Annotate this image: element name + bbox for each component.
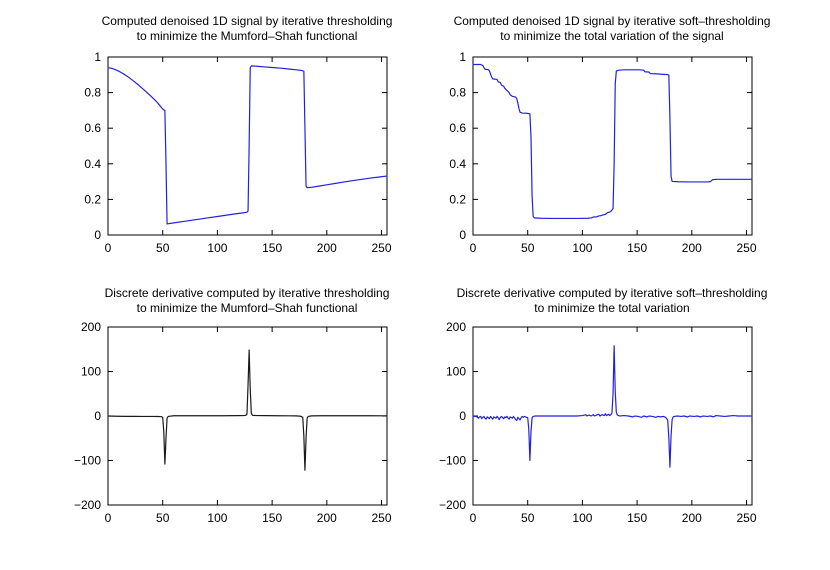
y-tick-label: 0.6 — [449, 121, 466, 136]
y-tick-label: −200 — [438, 498, 466, 512]
x-tick-label: 50 — [156, 511, 170, 525]
subplot-title-line2: to minimize the Mumford–Shah functional — [136, 301, 358, 315]
x-tick-label: 50 — [521, 511, 535, 525]
signal-line — [108, 66, 387, 224]
x-tick-label: 100 — [572, 241, 593, 255]
subplot-denoised-mumford-shah — [84, 14, 392, 255]
subplot-title-line2: to minimize the Mumford–Shah functional — [136, 29, 358, 43]
x-tick-label: 150 — [627, 511, 648, 525]
signal-line — [108, 350, 387, 470]
y-tick-label: 0 — [459, 228, 466, 242]
x-tick-label: 50 — [156, 241, 170, 255]
y-tick-label: 0.8 — [449, 85, 466, 100]
x-tick-label: 250 — [736, 241, 757, 255]
y-tick-label: 100 — [445, 364, 466, 379]
x-tick-label: 250 — [371, 511, 392, 525]
subplot-title-line1: Computed denoised 1D signal by iterative thresholding — [101, 14, 393, 28]
subplot-derivative-mumford-shah — [74, 286, 392, 525]
y-tick-label: 200 — [80, 320, 101, 334]
x-tick-label: 150 — [627, 241, 648, 255]
x-tick-label: 200 — [681, 511, 702, 525]
x-tick-label: 0 — [104, 511, 112, 525]
y-tick-label: 0 — [94, 409, 101, 423]
y-tick-label: 0.8 — [84, 85, 101, 100]
y-tick-label: 200 — [445, 320, 466, 334]
x-tick-label: 0 — [469, 511, 477, 525]
x-tick-label: 200 — [316, 241, 337, 255]
subplot-title-line1: Discrete derivative computed by iterative soft–thresholding — [456, 286, 768, 300]
y-tick-label: 0 — [94, 228, 101, 242]
y-tick-label: 100 — [80, 364, 101, 379]
y-tick-label: 0 — [459, 409, 466, 423]
x-tick-label: 200 — [681, 241, 702, 255]
x-tick-label: 150 — [262, 511, 283, 525]
subplot-title-line2: to minimize the total variation — [534, 301, 690, 315]
subplot-title-line1: Computed denoised 1D signal by iterative soft–thresholding — [453, 14, 771, 28]
y-tick-label: −100 — [438, 453, 466, 468]
y-tick-label: 0.6 — [84, 121, 101, 136]
x-tick-label: 250 — [371, 241, 392, 255]
y-tick-label: 0.2 — [449, 192, 466, 207]
x-tick-label: 150 — [262, 241, 283, 255]
subplot-denoised-total-variation — [449, 14, 770, 255]
x-tick-label: 50 — [521, 241, 535, 255]
subplot-title-line1: Discrete derivative computed by iterative thresholding — [104, 286, 390, 300]
x-tick-label: 200 — [316, 511, 337, 525]
y-tick-label: −200 — [73, 498, 101, 512]
y-tick-label: 1 — [94, 50, 101, 64]
signal-line — [473, 64, 752, 218]
y-tick-label: 0.4 — [449, 156, 466, 171]
x-tick-label: 100 — [207, 241, 228, 255]
y-tick-label: 1 — [459, 50, 466, 64]
signal-line — [473, 346, 752, 467]
x-tick-label: 100 — [207, 511, 228, 525]
y-tick-label: 0.4 — [84, 156, 101, 171]
x-tick-label: 250 — [736, 511, 757, 525]
y-tick-label: 0.2 — [84, 192, 101, 207]
subplot-derivative-total-variation — [439, 286, 767, 525]
x-tick-label: 0 — [104, 241, 112, 255]
x-tick-label: 100 — [572, 511, 593, 525]
y-tick-label: −100 — [73, 453, 101, 468]
subplot-title-line2: to minimize the total variation of the signal — [500, 29, 724, 43]
x-tick-label: 0 — [469, 241, 477, 255]
